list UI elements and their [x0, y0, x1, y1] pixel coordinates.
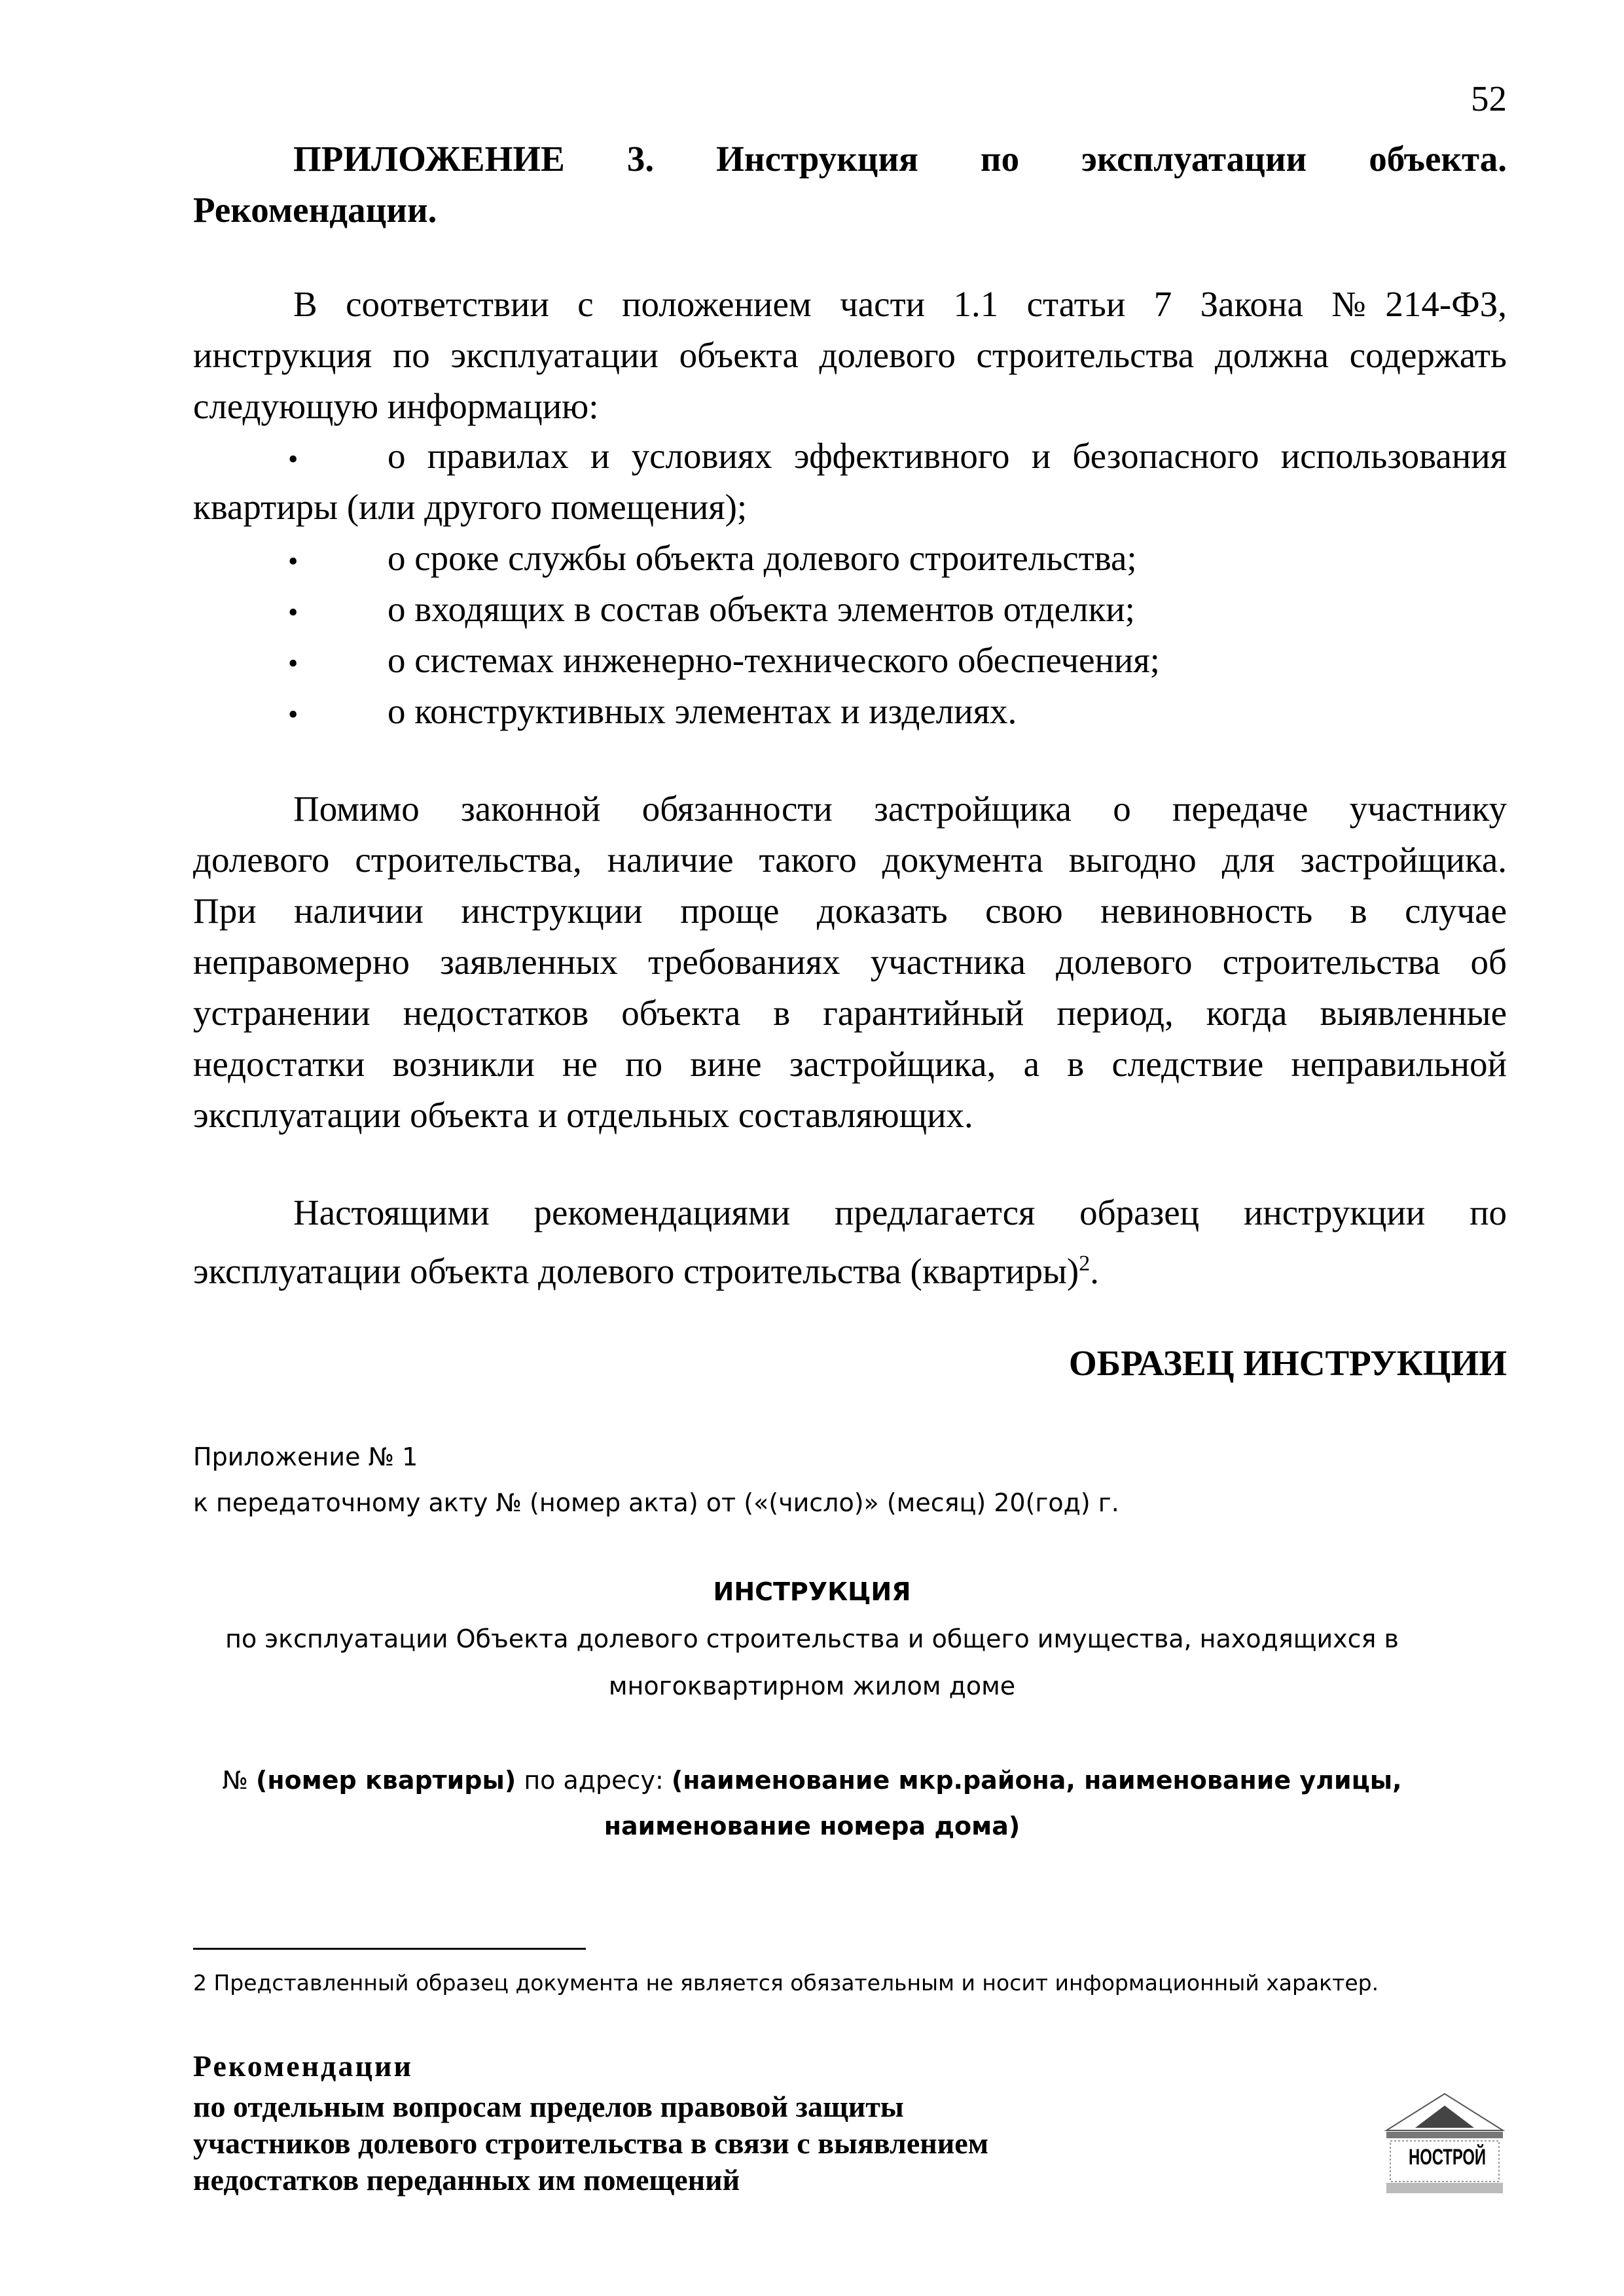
intro-line-3: следующую информацию: — [193, 386, 599, 426]
footnote-text: 2 Представленный образец документа не является обязательным и носит информационный характер. — [193, 1970, 1379, 1996]
footer-line-1: по отдельным вопросам пределов правовой защиты — [193, 2090, 904, 2123]
paragraph3-line-1: Настоящими рекомендациями предлагается образец инструкции по — [293, 1193, 1507, 1232]
building-logo-icon — [1381, 2091, 1509, 2196]
appendix-heading-line2: Рекомендации. — [193, 190, 437, 230]
paragraph2-line-1: Помимо законной обязанности застройщика о передаче участнику — [293, 789, 1507, 829]
appendix-heading-line1: ПРИЛОЖЕНИЕ 3. Инструкция по эксплуатации объекта. — [293, 139, 1507, 179]
address-line-1 — [0, 1765, 1624, 1796]
bullet-5: о конструктивных элементах и изделиях. — [388, 691, 1017, 731]
paragraph3-text: эксплуатации объекта долевого строительства (квартиры) — [193, 1251, 1079, 1291]
paragraph2-line-3: При наличии инструкции проще доказать свою невиновность в случае — [193, 891, 1507, 931]
bullet-3: о входящих в состав объекта элементов отделки; — [388, 589, 1135, 629]
bullet-1-line2: квартиры (или другого помещения); — [193, 487, 748, 527]
paragraph2-line-7: эксплуатации объекта и отдельных составляющих. — [193, 1095, 973, 1135]
address-value-2: наименование номера дома) — [604, 1812, 1020, 1840]
annex-line-1: Приложение № 1 — [193, 1443, 418, 1471]
logo-text: НОСТРОЙ — [1409, 2145, 1487, 2170]
sample-heading: ОБРАЗЕЦ ИНСТРУКЦИИ — [1068, 1343, 1507, 1383]
paragraph3-line-2 — [193, 1242, 1099, 1293]
footer-line-3: недостатков переданных им помещений — [193, 2163, 740, 2197]
annex-line-2: к передаточному акту № (номер акта) от («(число)» (месяц) 20(год) г. — [193, 1488, 1119, 1517]
footnote-reference: 2 — [1079, 1251, 1091, 1276]
footer-title: Рекомендации — [193, 2049, 413, 2083]
instruction-title: ИНСТРУКЦИЯ — [713, 1577, 911, 1606]
nostroy-logo — [1381, 2091, 1509, 2196]
bullet-icon: • — [288, 698, 298, 730]
bullet-1-line1: о правилах и условиях эффективного и безопасного использования — [388, 436, 1507, 476]
bullet-icon: • — [288, 647, 298, 679]
bullet-2: о сроке службы объекта долевого строительства; — [388, 538, 1137, 578]
footnote-divider — [193, 1948, 586, 1950]
instruction-subtitle-line2: многоквартирном жилом доме — [608, 1672, 1016, 1700]
address-number-sign: № — [222, 1766, 256, 1795]
paragraph2-line-5: устранении недостатков объекта в гарантийный период, когда выявленные — [193, 993, 1507, 1033]
bullet-icon: • — [288, 596, 298, 628]
bullet-icon: • — [288, 443, 298, 475]
paragraph2-line-6: недостатки возникли не по вине застройщика, а в следствие неправильной — [193, 1044, 1507, 1084]
paragraph2-line-4: неправомерно заявленных требованиях участника долевого строительства об — [193, 942, 1507, 982]
address-value-1: (наименование мкр.района, наименование улицы, — [671, 1766, 1402, 1795]
intro-line-1: В соответствии с положением части 1.1 статьи 7 Закона №214-ФЗ, — [293, 284, 1507, 324]
intro-line-2: инструкция по эксплуатации объекта долевого строительства должна содержать — [193, 335, 1507, 375]
bullet-icon: • — [288, 545, 298, 577]
page-number: 52 — [1471, 79, 1507, 118]
paragraph2-line-2: долевого строительства, наличие такого документа выгодно для застройщика. — [193, 840, 1507, 880]
address-apartment: (номер квартиры) — [255, 1766, 516, 1795]
instruction-subtitle-line1: по эксплуатации Объекта долевого строительства и общего имущества, находящихся в — [225, 1624, 1399, 1653]
bullet-4: о системах инженерно-технического обеспечения; — [388, 640, 1160, 680]
paragraph3-end: . — [1090, 1251, 1099, 1291]
address-label: по адресу: — [516, 1766, 672, 1795]
footer-line-2: участников долевого строительства в связи с выявлением — [193, 2126, 989, 2160]
